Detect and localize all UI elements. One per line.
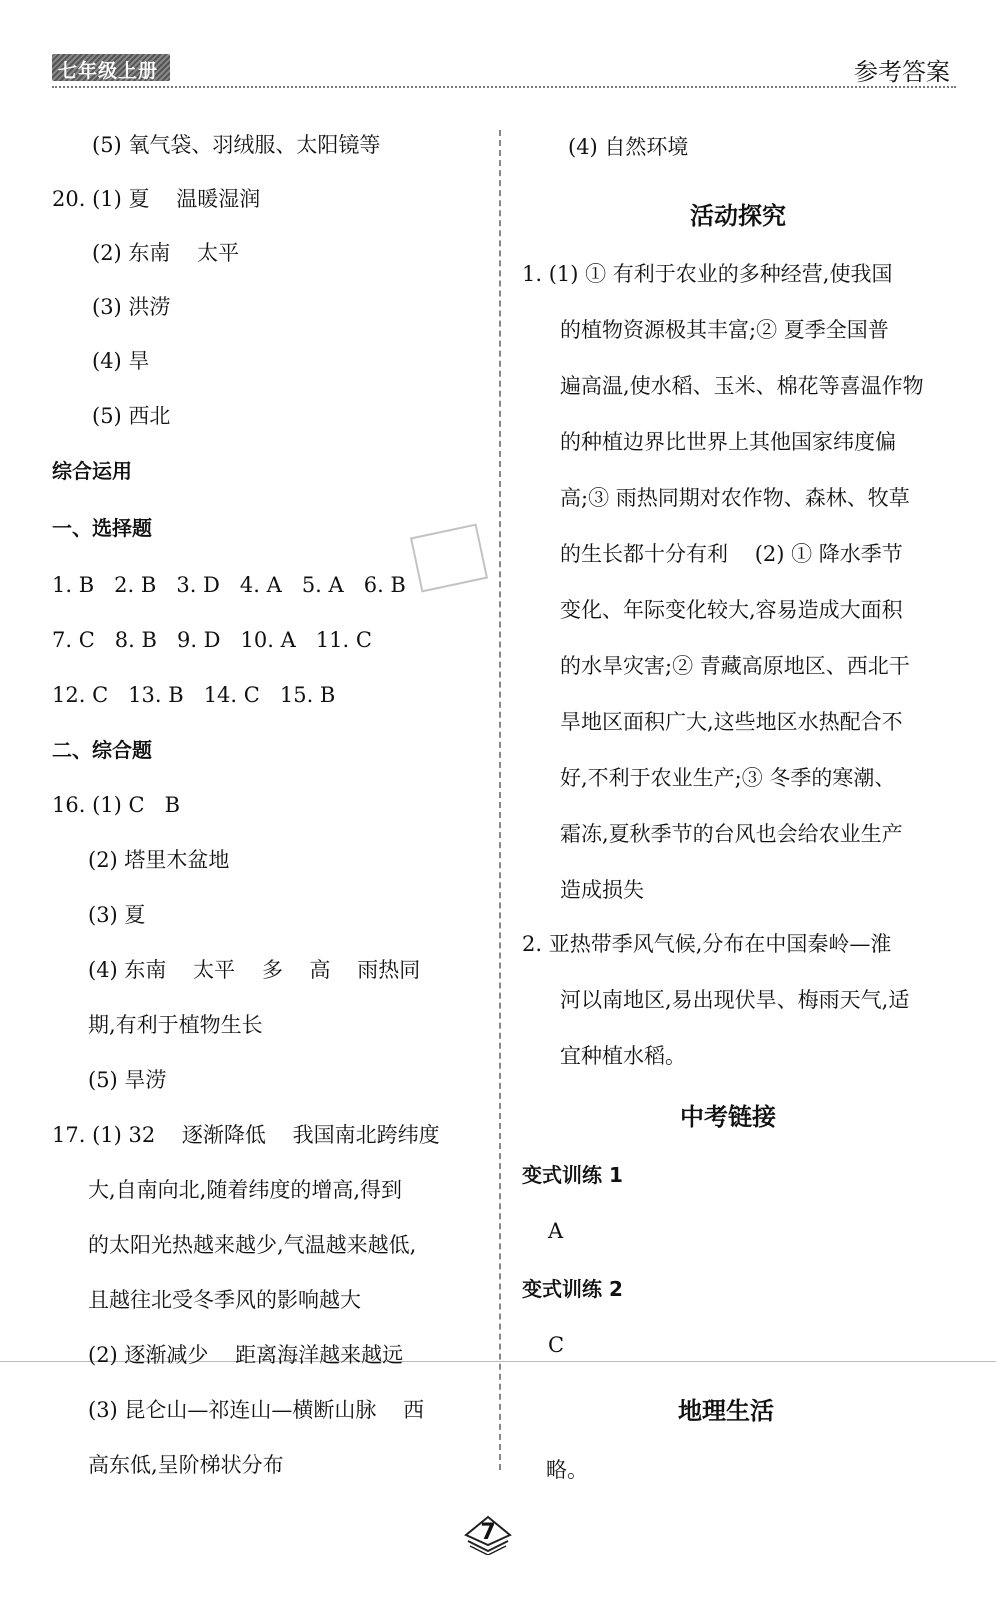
right-line: 2. 亚热带季风气候,分布在中国秦岭—淮 <box>522 932 892 956</box>
header-divider <box>52 86 956 88</box>
right-line: 宜种植水稻。 <box>560 1044 686 1068</box>
left-line: (4) 东南 太平 多 高 雨热同 <box>88 958 421 982</box>
right-line: 河以南地区,易出现伏旱、梅雨天气,适 <box>560 988 910 1012</box>
right-line: (4) 自然环境 <box>568 135 689 159</box>
left-line: 综合运用 <box>52 459 132 483</box>
left-line: (5) 氧气袋、羽绒服、太阳镜等 <box>92 133 381 157</box>
right-line: 的种植边界比世界上其他国家纬度偏 <box>560 430 896 454</box>
section-title: 活动探究 <box>690 202 786 230</box>
column-divider <box>499 130 501 1470</box>
section-title: 地理生活 <box>678 1397 774 1425</box>
left-line: (3) 夏 <box>88 903 146 927</box>
right-line: 遍高温,使水稻、玉米、棉花等喜温作物 <box>560 374 924 398</box>
right-line: 造成损失 <box>560 878 644 902</box>
right-line: 高;③ 雨热同期对农作物、森林、牧草 <box>560 486 910 510</box>
left-line: (2) 逐渐减少 距离海洋越来越远 <box>88 1343 404 1367</box>
left-line: (4) 旱 <box>92 349 150 373</box>
grade-badge <box>52 54 170 81</box>
left-line: 的太阳光热越来越少,气温越来越低, <box>88 1233 417 1257</box>
right-line: A <box>548 1219 564 1243</box>
left-line: (3) 洪涝 <box>92 295 171 319</box>
right-line: C <box>548 1333 565 1357</box>
right-line: 变化、年际变化较大,容易造成大面积 <box>560 598 903 622</box>
right-line: 1. (1) ① 有利于农业的多种经营,使我国 <box>522 262 893 286</box>
right-line: 旱地区面积广大,这些地区水热配合不 <box>560 710 903 734</box>
right-line: 变式训练 2 <box>522 1277 623 1301</box>
left-line: 期,有利于植物生长 <box>88 1013 263 1037</box>
right-line: 略。 <box>546 1458 588 1482</box>
stamp-mark <box>410 524 488 593</box>
left-line: 7. C 8. B 9. D 10. A 11. C <box>52 628 372 652</box>
left-line: (2) 塔里木盆地 <box>88 848 230 872</box>
page-title: 参考答案 <box>854 58 950 86</box>
left-line: 且越往北受冬季风的影响越大 <box>88 1288 361 1312</box>
right-line: 的水旱灾害;② 青藏高原地区、西北干 <box>560 654 910 678</box>
left-line: 一、选择题 <box>52 516 152 540</box>
page-number <box>462 1515 514 1555</box>
grade-badge-text: 七年级上册 <box>58 60 159 82</box>
left-line: (5) 西北 <box>92 404 171 428</box>
left-line: 二、综合题 <box>52 738 152 762</box>
left-line: 20. (1) 夏 温暖湿润 <box>52 187 261 211</box>
left-line: 17. (1) 32 逐渐降低 我国南北跨纬度 <box>52 1123 440 1147</box>
right-line: 好,不利于农业生产;③ 冬季的寒潮、 <box>560 766 896 790</box>
left-line: 16. (1) C B <box>52 793 181 817</box>
right-line: 变式训练 1 <box>522 1163 623 1187</box>
page-number-text: 7 <box>480 1520 496 1545</box>
left-line: (2) 东南 太平 <box>92 241 240 265</box>
right-line: 霜冻,夏秋季节的台风也会给农业生产 <box>560 822 903 846</box>
left-line: 12. C 13. B 14. C 15. B <box>52 683 336 707</box>
left-line: 大,自南向北,随着纬度的增高,得到 <box>88 1178 403 1202</box>
left-line: 高东低,呈阶梯状分布 <box>88 1453 284 1477</box>
right-line: 的植物资源极其丰富;② 夏季全国普 <box>560 318 889 342</box>
left-line: (3) 昆仑山—祁连山—横断山脉 西 <box>88 1398 425 1422</box>
left-line: 1. B 2. B 3. D 4. A 5. A 6. B <box>52 573 406 597</box>
left-line: (5) 旱涝 <box>88 1068 167 1092</box>
section-title: 中考链接 <box>680 1103 776 1131</box>
right-line: 的生长都十分有利 (2) ① 降水季节 <box>560 542 903 566</box>
